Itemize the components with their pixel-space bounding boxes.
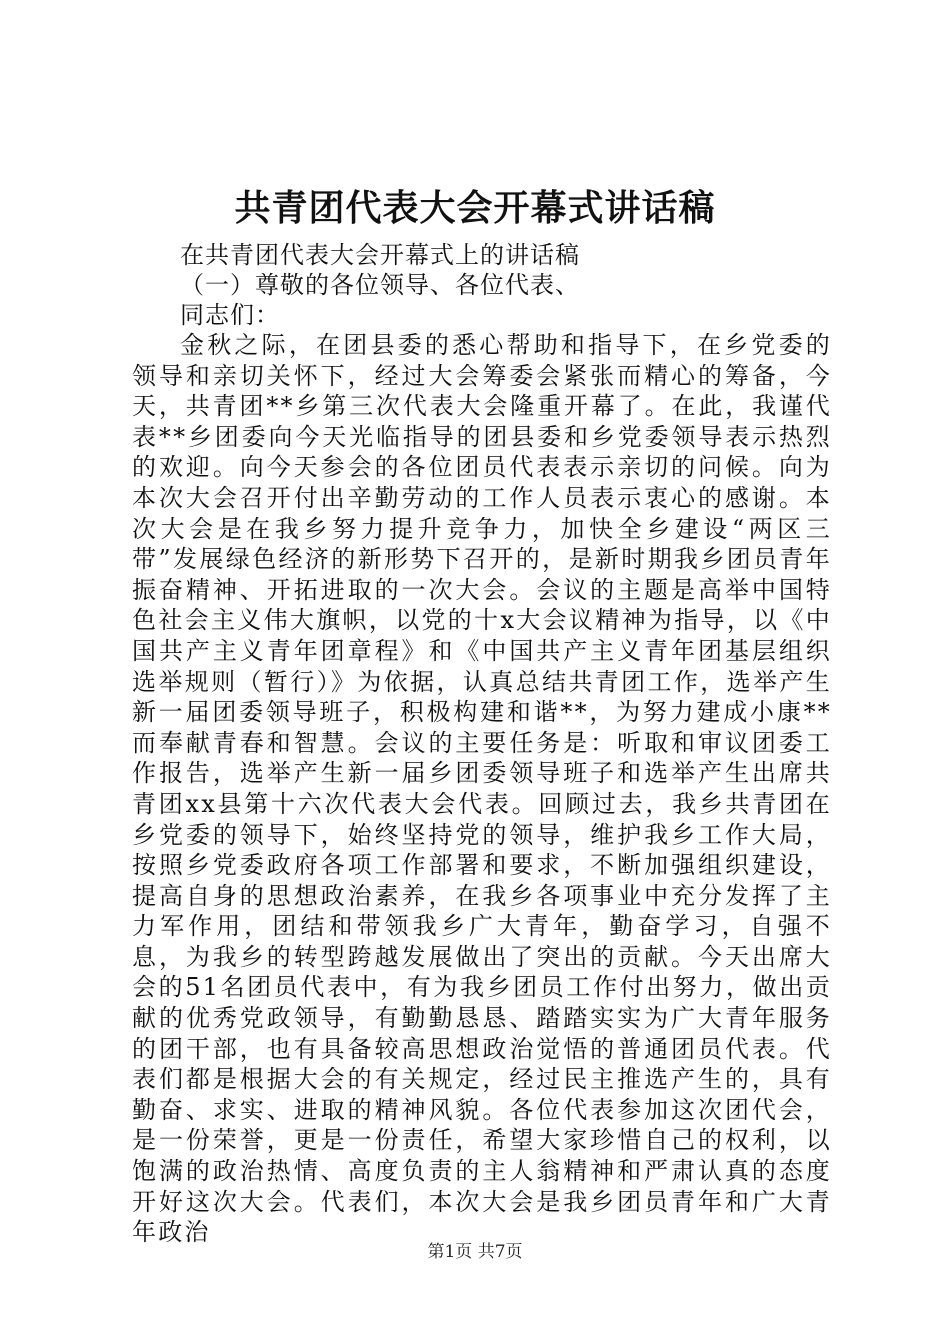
document-title: 共青团代表大会开幕式讲话稿: [234, 187, 716, 229]
page-footer: 第1页 共7页: [427, 1242, 523, 1262]
body-paragraph: 金秋之际，在团县委的悉心帮助和指导下，在乡党委的领导和亲切关怀下，经过大会筹委会紧张而精心的筹备，今天，共青团**乡第三次代表大会隆重开幕了。在此，我谨代表**乡团委向今天光临指导的团县委和乡党委领导表示热烈的欢迎。向今天参会的各位团员代表表示亲切的问候。向为本次大会召开付出辛勤劳动的工作人员表示衷心的感谢。本次大会是在我乡努力提升竞争力，加快全乡建设“两区三带”发展绿色经济的新形势下召开的，是新时期我乡团员青年振奋精神、开拓进取的一次大会。会议的主题是高举中国特色社会主义伟大旗帜，以党的十x大会议精神为指导，以《中国共产主义青年团章程》和《中国共产主义青年团基层组织选举规则（暂行）》为依据，认真总结共青团工作，选举产生新一届团委领导班子，积极构建和谐**，为努力建成小康**而奉献青春和智慧。会议的主要任务是：听取和审议团委工作报告，选举产生新一届乡团委领导班子和选举产生出席共青团xx县第十六次代表大会代表。回顾过去，我乡共青团在乡党委的领导下，始终坚持党的领导，维护我乡工作大局，按照乡党委政府各项工作部署和要求，不断加强组织建设，提高自身的思想政治素养，在我乡各项事业中充分发挥了主力军作用，团结和带领我乡广大青年，勤奋学习，自强不息，为我乡的转型跨越发展做出了突出的贡献。今天出席大会的51名团员代表中，有为我乡团员工作付出努力，做出贡献的优秀党政领导，有勤勤恳恳、踏踏实实为广大青年服务的团干部，也有具备较高思想政治觉悟的普通团员代表。代表们都是根据大会的有关规定，经过民主推选产生的，具有勤奋、求实、进取的精神风貌。各位代表参加这次团代会，是一份荣誉，更是一份责任，希望大家珍惜自己的权利，以饱满的政治热情、高度负责的主人翁精神和严肃认真的态度开好这次大会。代表们，本次大会是我乡团员青年和广大青年政治: [132, 331, 832, 1247]
salutation-line: （一）尊敬的各位领导、各位代表、: [180, 271, 580, 299]
document-subtitle: 在共青团代表大会开幕式上的讲话稿: [180, 241, 580, 269]
salutation-line: 同志们：: [180, 301, 280, 329]
